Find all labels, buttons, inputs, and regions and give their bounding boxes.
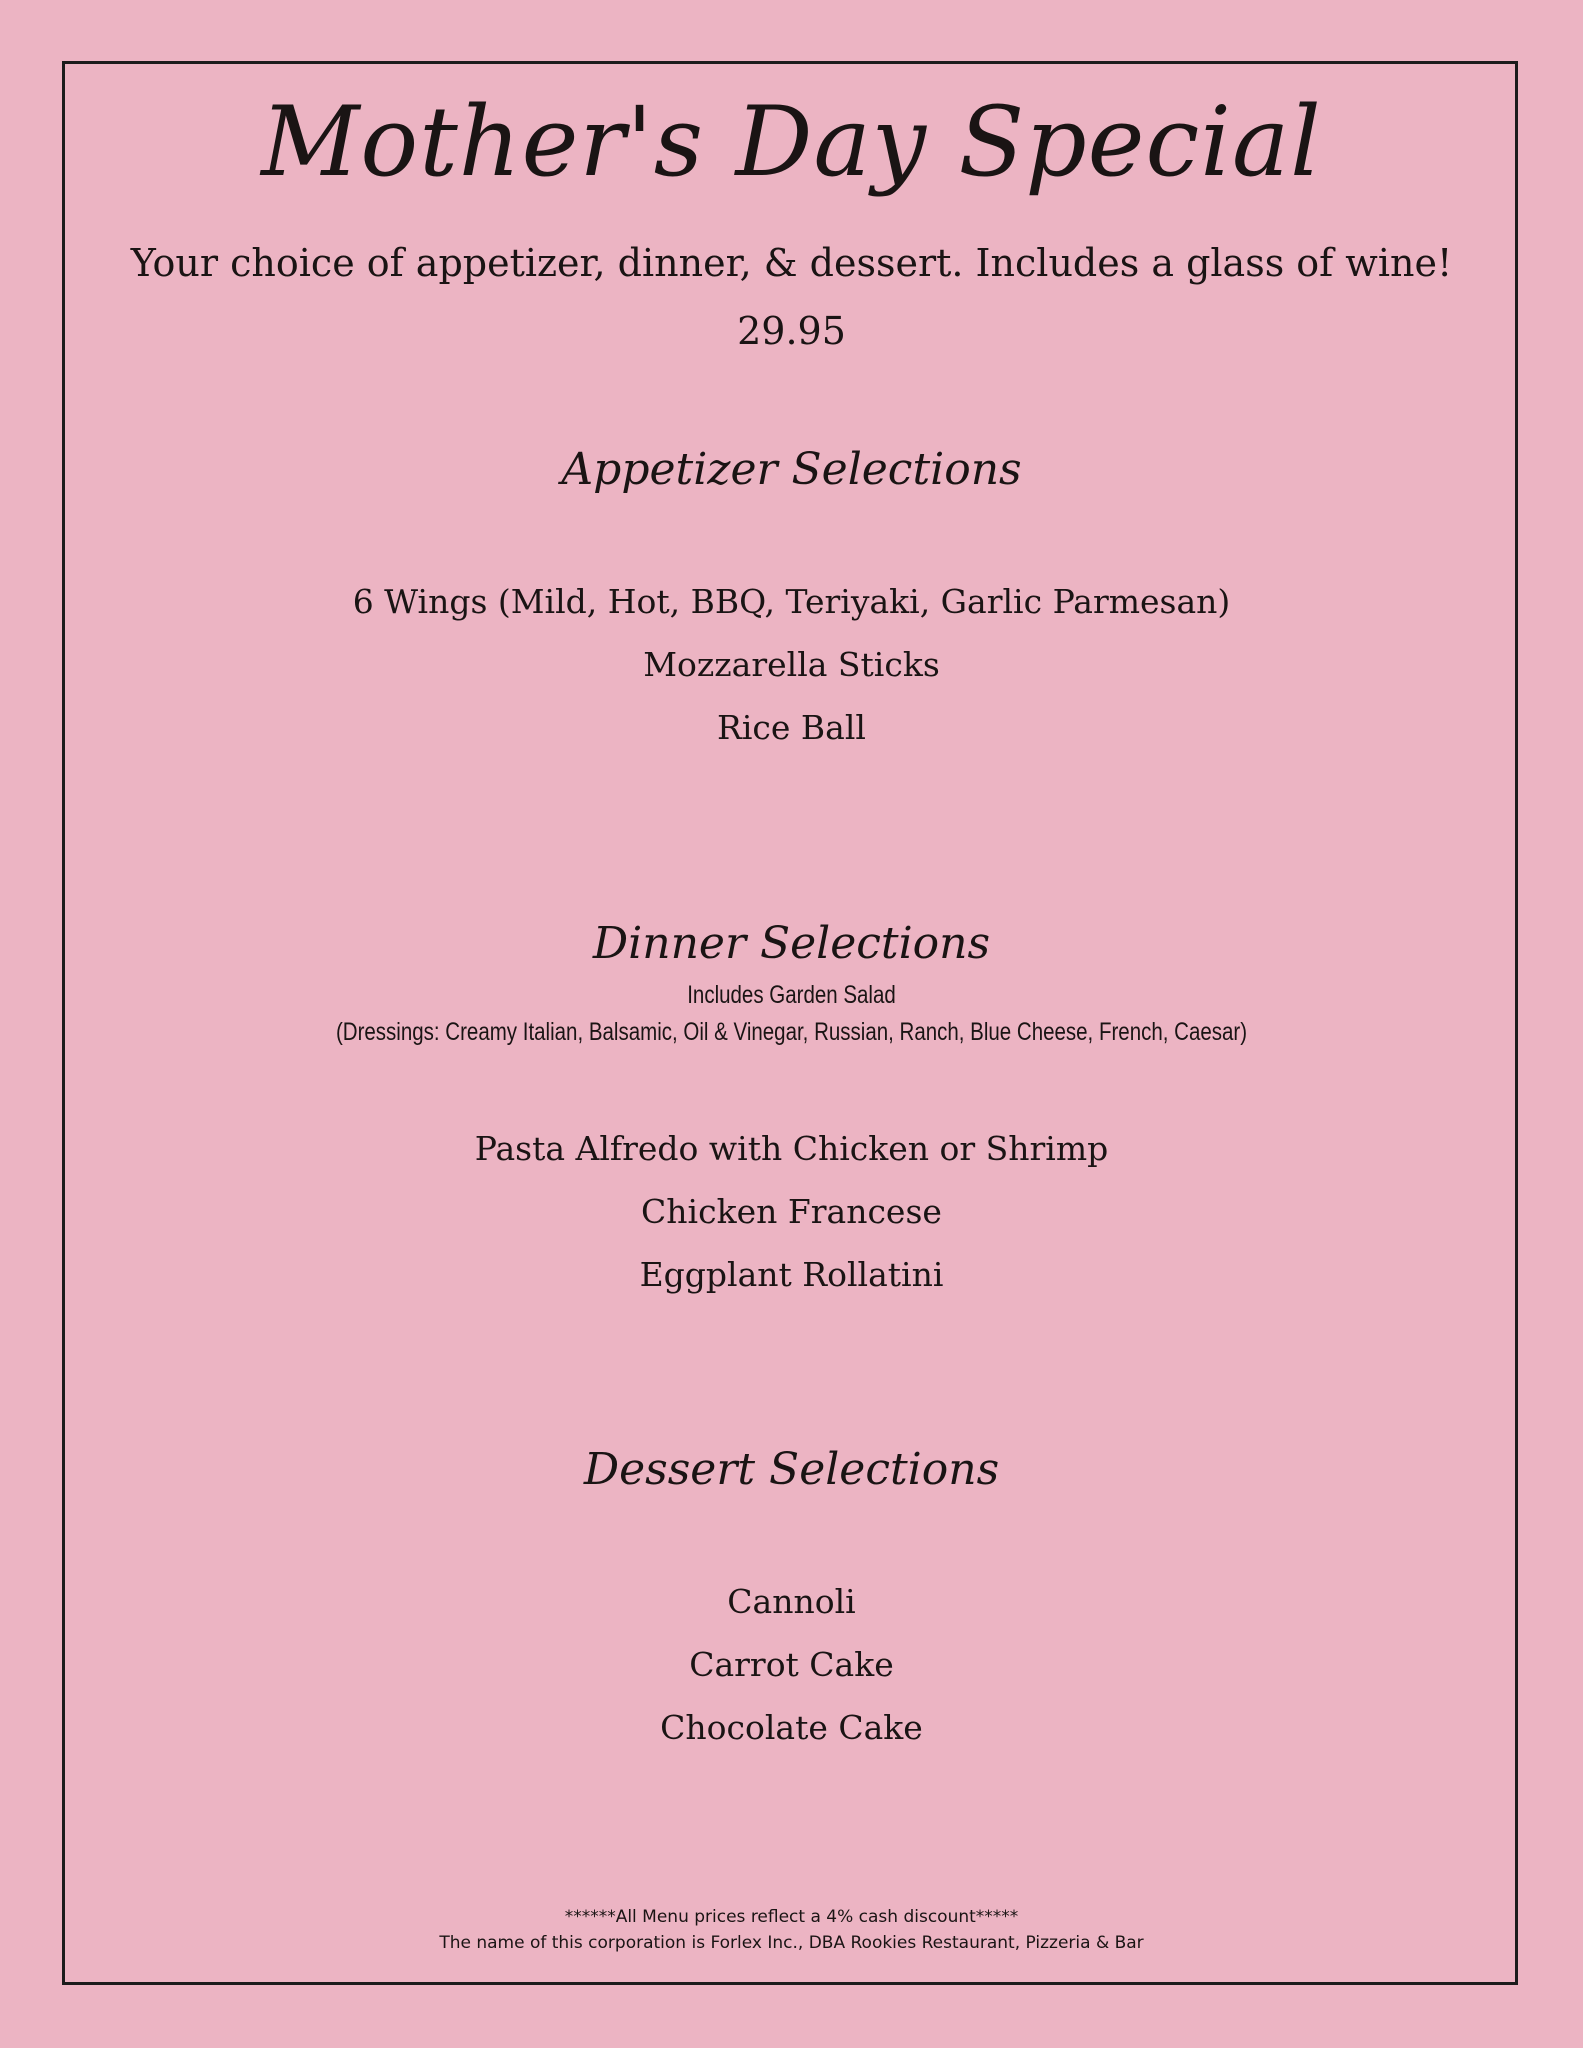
dessert-item: Carrot Cake — [689, 1645, 894, 1684]
menu-intro: Your choice of appetizer, dinner, & dessert. Includes a glass of wine! — [130, 241, 1453, 285]
dinner-item: Eggplant Rollatini — [639, 1255, 944, 1294]
appetizer-item: Rice Ball — [717, 708, 866, 747]
dessert-item: Chocolate Cake — [660, 1708, 923, 1747]
appetizer-heading: Appetizer Selections — [561, 444, 1022, 495]
dinner-item: Pasta Alfredo with Chicken or Shrimp — [474, 1129, 1109, 1168]
appetizer-item: 6 Wings (Mild, Hot, BBQ, Teriyaki, Garlic Parmesan) — [352, 582, 1231, 621]
dinner-heading: Dinner Selections — [592, 918, 991, 969]
dessert-heading: Dessert Selections — [583, 1444, 1000, 1495]
menu-title: Mother's Day Special — [261, 86, 1322, 198]
dinner-item: Chicken Francese — [641, 1192, 942, 1231]
dinner-salad-note: Includes Garden Salad — [687, 981, 896, 1009]
appetizer-item: Mozzarella Sticks — [643, 645, 940, 684]
menu-price: 29.95 — [737, 309, 846, 353]
corporation-note: The name of this corporation is Forlex Inc., DBA Rookies Restaurant, Pizzeria & Bar — [439, 1933, 1144, 1953]
dinner-dressings-note: (Dressings: Creamy Italian, Balsamic, Oil & Vinegar, Russian, Ranch, Blue Cheese, French, Caesar) — [335, 1018, 1248, 1046]
dessert-item: Cannoli — [727, 1582, 856, 1621]
cash-discount-note: ******All Menu prices reflect a 4% cash discount***** — [564, 1907, 1019, 1927]
